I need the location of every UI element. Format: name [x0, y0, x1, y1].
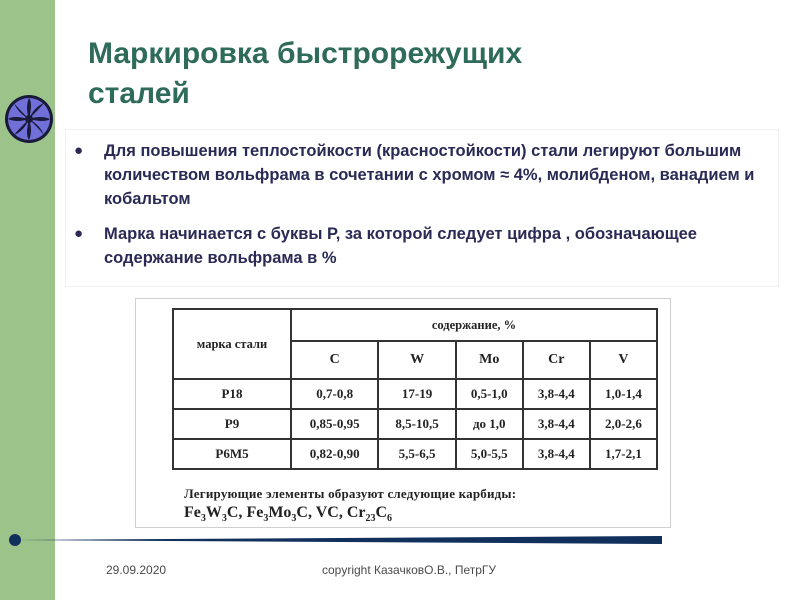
formula-subscript: 3 [291, 513, 297, 525]
bullet-item [74, 139, 764, 211]
element-header: Mo [456, 341, 523, 379]
bullet-text: Марка начинается с буквы Р, за которой следует цифра , обозначающее содержание вольфрама в % [104, 225, 697, 267]
value-cell: 3,8-4,4 [523, 379, 590, 409]
formula-part: Cr [346, 504, 366, 521]
value-cell: 3,8-4,4 [523, 439, 590, 469]
slide-title [88, 34, 728, 114]
value-cell: 3,8-4,4 [523, 409, 590, 439]
left-sidebar-bar [0, 0, 55, 600]
footer-copyright: copyright КазачковО.В., ПетрГУ [322, 563, 497, 577]
formula-part: C, [226, 504, 243, 521]
formula-part: C [375, 504, 388, 521]
footer-date: 29.09.2020 [106, 563, 167, 577]
value-cell: 5,0-5,5 [456, 439, 523, 469]
bullet-item [74, 222, 764, 270]
bullet-list [66, 130, 778, 286]
formula-subscript: 3 [263, 513, 269, 525]
pinwheel-logo-icon [3, 93, 55, 145]
formula-part: Fe [246, 504, 264, 521]
value-cell: 0,82-0,90 [291, 439, 378, 469]
formula-subscript: 23 [365, 513, 376, 525]
carbides-formulas [184, 502, 664, 530]
formula-part: Fe [184, 504, 201, 521]
value-cell: 0,5-1,0 [456, 379, 523, 409]
content-header: содержание, % [291, 309, 657, 341]
table-header-row [173, 309, 657, 341]
steel-table-image [135, 298, 671, 528]
formula-subscript: 3 [200, 513, 206, 525]
page-number: 9 [735, 545, 750, 575]
title-line-2: сталей [88, 77, 190, 110]
carbides-note [184, 485, 664, 530]
carbides-heading: Легирующие элементы образуют следующие карбиды: [184, 486, 517, 501]
bullet-dot-icon: ● [74, 225, 84, 242]
formula-part: W [205, 504, 222, 521]
table-row [173, 439, 657, 469]
value-cell: до 1,0 [456, 409, 523, 439]
formula-part: Mo [268, 504, 292, 521]
value-cell: 8,5-10,5 [378, 409, 455, 439]
decorative-bottom-line [8, 533, 662, 547]
grade-cell: P6M5 [173, 439, 291, 469]
value-cell: 1,0-1,4 [590, 379, 657, 409]
element-header: V [590, 341, 657, 379]
element-header: C [291, 341, 378, 379]
value-cell: 1,7-2,1 [590, 439, 657, 469]
formula-subscript: 3 [221, 513, 227, 525]
bullet-dot-icon: ● [74, 142, 84, 159]
value-cell: 0,7-0,8 [291, 379, 378, 409]
value-cell: 17-19 [378, 379, 455, 409]
value-cell: 0,85-0,95 [291, 409, 378, 439]
formula-part: C, [296, 504, 312, 521]
table-row [173, 409, 657, 439]
formula-subscript: 6 [387, 513, 393, 525]
grade-cell: P9 [173, 409, 291, 439]
bullet-text: Для повышения теплостойкости (красностойкости) стали легируют большим количеством вольфрама в сочетании с хромом ≈ 4%, молибденом, ванадием и кобальтом [104, 142, 755, 208]
grade-header: марка стали [173, 309, 291, 379]
element-header: Cr [523, 341, 590, 379]
element-header: W [378, 341, 455, 379]
value-cell: 2,0-2,6 [590, 409, 657, 439]
steel-composition-table [172, 308, 658, 470]
title-line-1: Маркировка быстрорежущих [88, 37, 523, 70]
grade-cell: P18 [173, 379, 291, 409]
table-row [173, 379, 657, 409]
formula-part: VC, [315, 504, 343, 521]
value-cell: 5,5-6,5 [378, 439, 455, 469]
